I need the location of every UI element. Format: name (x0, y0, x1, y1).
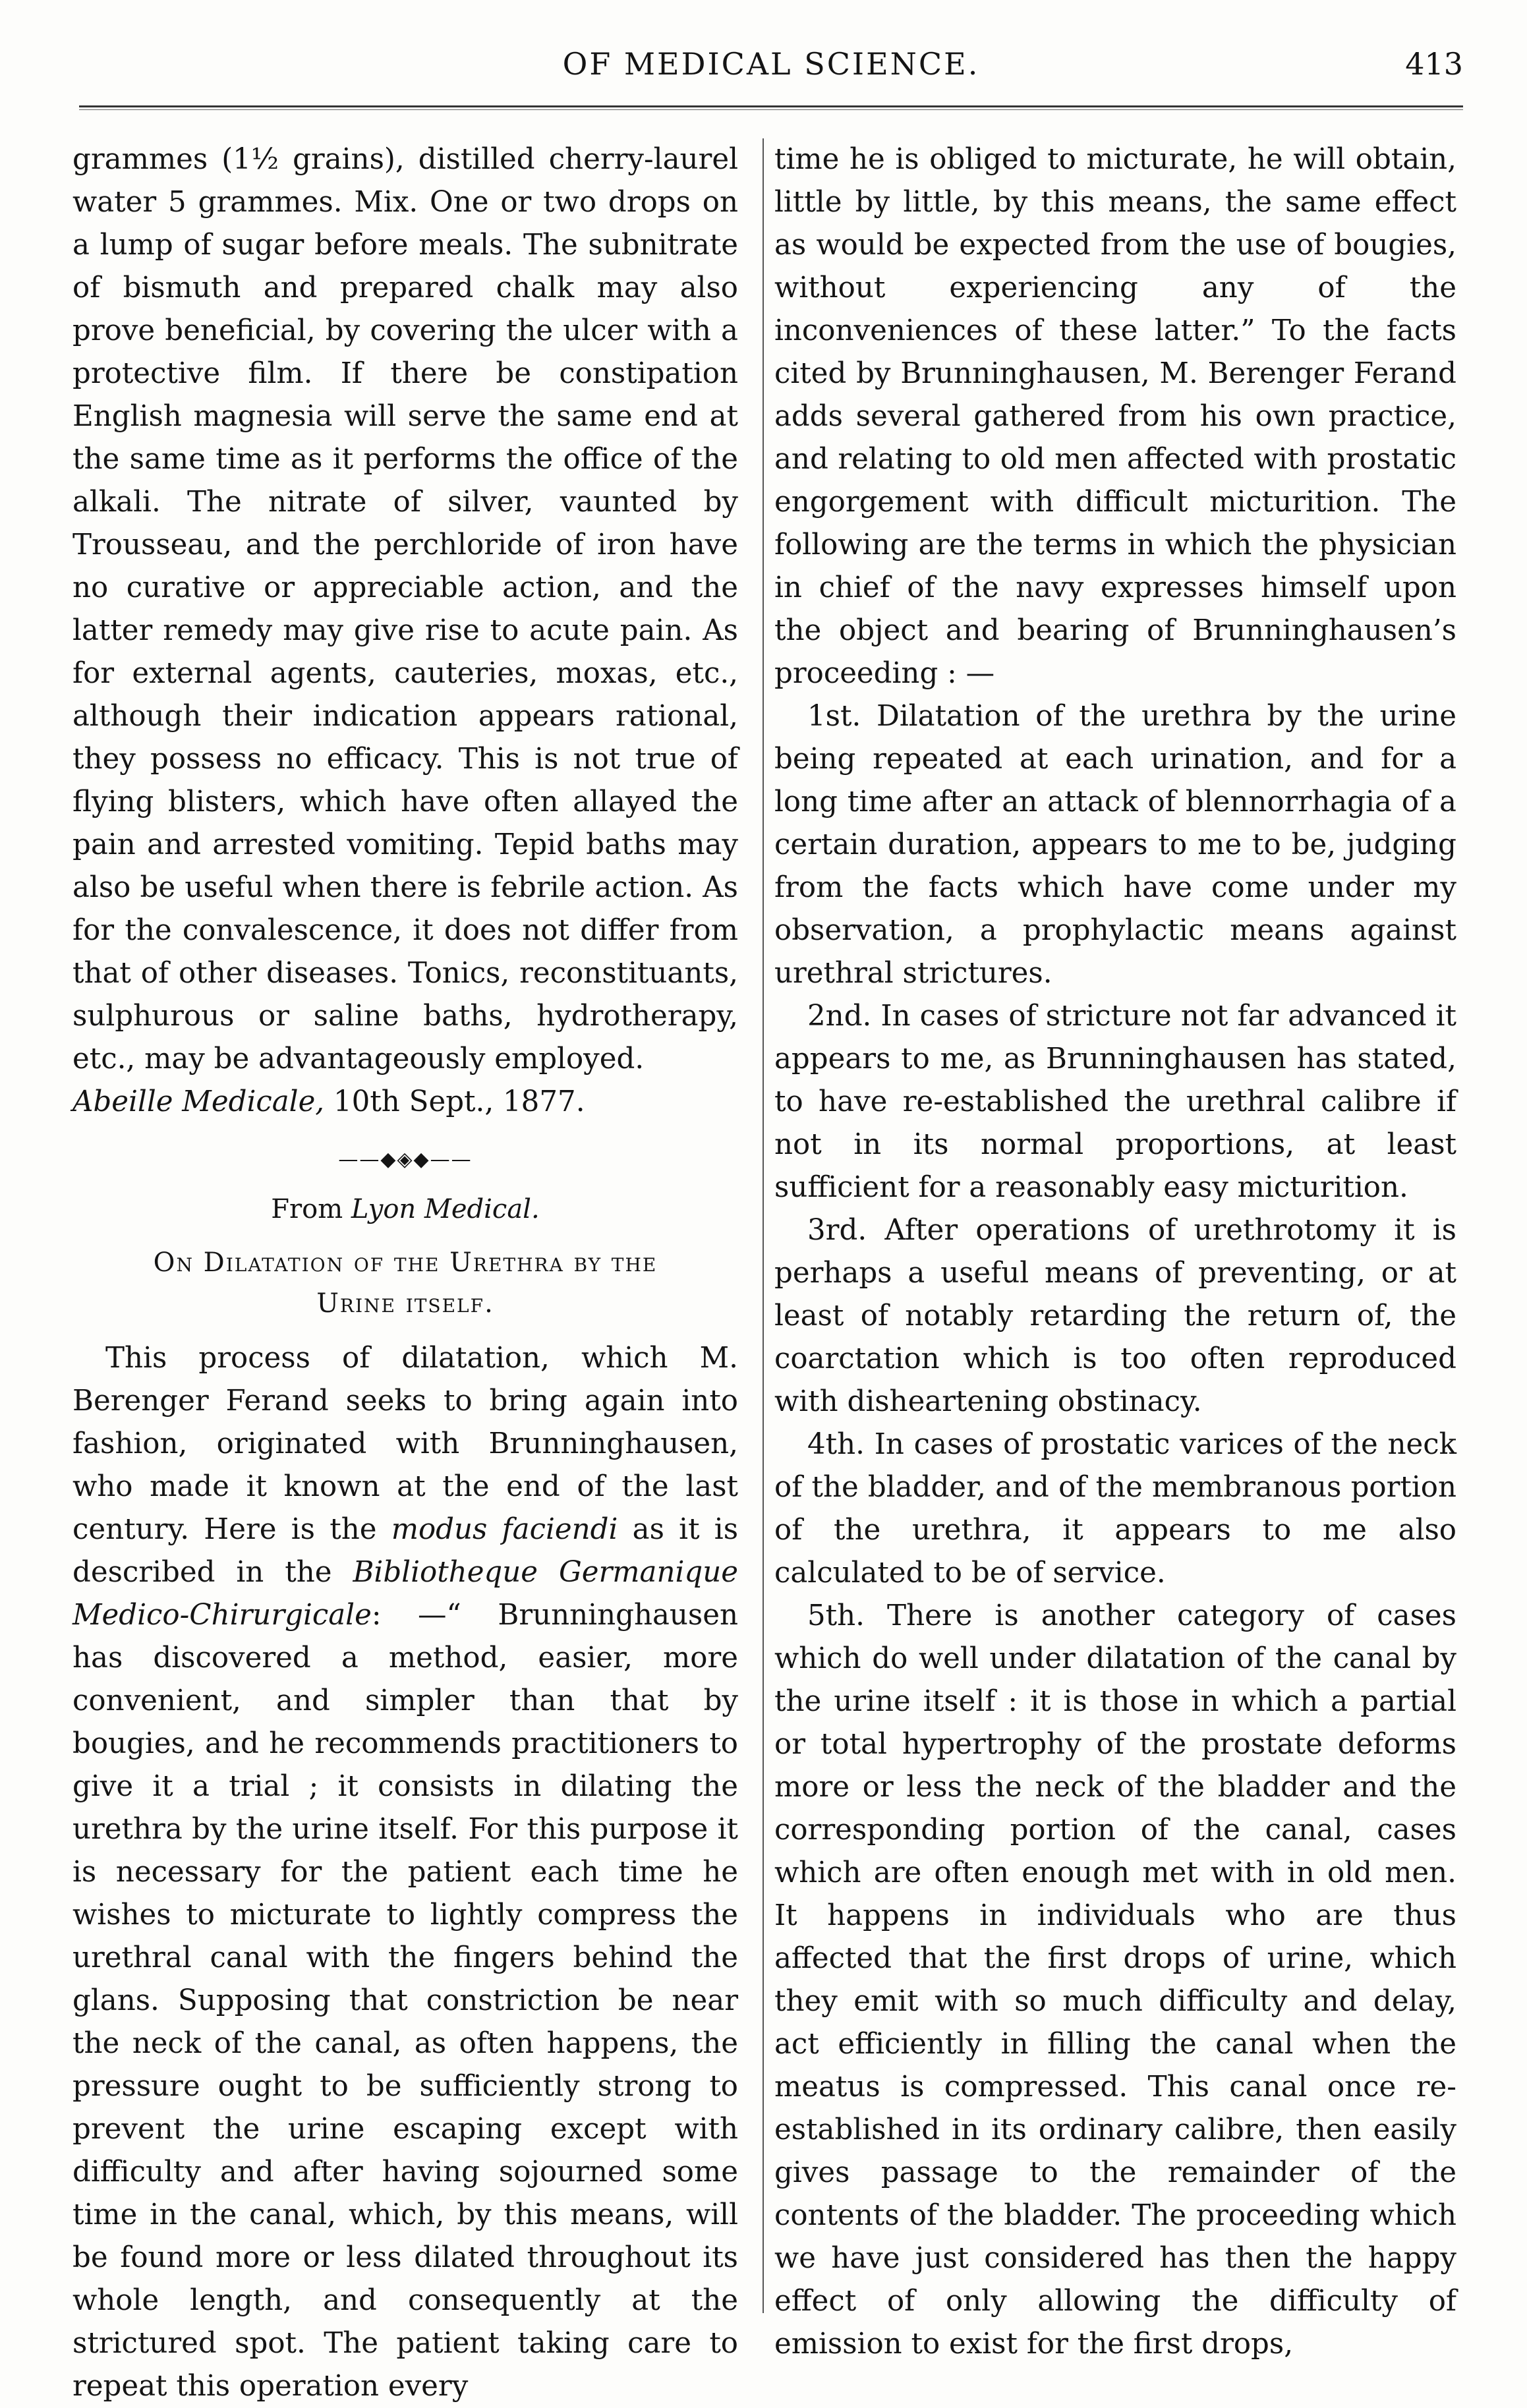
article-source (72, 1190, 738, 1229)
left-column (72, 138, 738, 2408)
column-divider (763, 138, 764, 2313)
article-headline (72, 1242, 738, 1324)
italic-phrase: modus faciendi (391, 1513, 618, 1546)
ornament-divider: ——◆◈◆—— (338, 1148, 473, 1171)
list-item: 3rd. After operations of urethrotomy it is perhaps a useful means of preventing, or at least of notably retarding the return of, the coarctation which is too often reproduced with disheartening obstinacy. (774, 1214, 1456, 1418)
text-run: as it is described in the (72, 1513, 739, 1589)
citation (72, 1081, 738, 1124)
paragraph (72, 1337, 738, 2408)
headline-line-1: On Dilatation of the Urethra by the (153, 1247, 658, 1278)
source-journal: Lyon Medical. (351, 1194, 540, 1224)
list-item: 2nd. In cases of stricture not far advanced it appears to me, as Brunninghausen has stated, to have re-established the urethral calibre if not in its normal proportions, at least sufficient for a reasonably easy micturition. (774, 1000, 1456, 1204)
list-item: 5th. There is another category of cases which do well under dilatation of the canal by the urine itself : it is those in which a partial or total hypertrophy of the prostate deforms more or less the neck of the bladder and the corresponding portion of the canal, cases which are often enough met with in old men. It happens in individuals who are thus affected that the first drops of urine, which they emit with so much difficulty and delay, act efficiently in filling the canal when the meatus is compressed. This canal once re-established in its ordinary calibre, then easily gives passage to the remainder of the contents of the bladder. The proceeding which we have just considered has then the happy effect of only allowing the difficulty of emission to exist for the first drops, (774, 1599, 1456, 2361)
paragraph: time he is obliged to micturate, he will obtain, little by little, by this means, the same effect as would be expected from the use of bougies, without experiencing any of the inconveniences of these latter.” To the facts cited by Brunninghausen, M. Berenger Ferand adds several gathered from his own practice, and relating to old men affected with prostatic engorgement with difficult micturition. The following are the terms in which the physician in chief of the navy expresses himself upon the object and bearing of Brunninghausen’s proceeding : — (774, 143, 1456, 690)
text-run: This process of dilatation, which M. Berenger Ferand seeks to bring again into fashion, originated with Brunninghausen, who made it known at the end of the last century. Here is the (72, 1342, 738, 1546)
citation-journal: Abeille Medicale, (72, 1085, 325, 1118)
page-header (79, 46, 1463, 99)
text-run: : —“ Brunninghausen has discovered a method, easier, more convenient, and simpler than that by bougies, and he recommends practitioners to give it a trial ; it consists in dilating the urethra by the urine itself. For this purpose it is necessary for the patient each time he wishes to micturate to lightly compress the urethral canal with the fingers behind the glans. Supposing that constriction be near the neck of the canal, as often happens, the pressure ought to be sufficiently strong to prevent the urine escaping except with difficulty and after having sojourned some time in the canal, which, by this means, will be found more or less dilated throughout its whole length, and consequently at the strictured spot. The patient taking care to repeat this operation every (72, 1599, 738, 2403)
right-column (774, 138, 1456, 2366)
list-item: 4th. In cases of prostatic varices of the neck of the bladder, and of the membranous portion of the urethra, it appears to me also calculated to be of service. (774, 1428, 1456, 1590)
citation-date: 10th Sept., 1877. (333, 1085, 585, 1118)
list-item: 1st. Dilatation of the urethra by the urine being repeated at each urination, and for a long time after an attack of blennorrhagia of a certain duration, appears to me to be, judging from the facts which have come under my observation, a prophylactic means against urethral strictures. (774, 700, 1456, 990)
running-title: OF MEDICAL SCIENCE. (562, 46, 980, 82)
page-number: 413 (1405, 46, 1463, 82)
headline-line-2: Urine itself. (316, 1288, 494, 1319)
italic-title: Bibliotheque Germanique Medico-Chirurgicale (72, 1556, 738, 1632)
header-rule (79, 105, 1463, 110)
source-prefix: From (271, 1194, 343, 1224)
paragraph: grammes (1½ grains), distilled cherry-laurel water 5 grammes. Mix. One or two drops on a lump of sugar before meals. The subnitrate of bismuth and prepared chalk may also prove beneficial, by covering the ulcer with a protective film. If there be constipation English magnesia will serve the same end at the same time as it performs the office of the alkali. The nitrate of silver, vaunted by Trousseau, and the perchloride of iron have no curative or appreciable action, and the latter remedy may give rise to acute pain. As for external agents, cauteries, moxas, etc., although their indication appears rational, they possess no efficacy. This is not true of flying blisters, which have often allayed the pain and arrested vomiting. Tepid baths may also be useful when there is febrile action. As for the convalescence, it does not differ from that of other diseases. Tonics, reconstituants, sulphurous or saline baths, hydrotherapy, etc., may be advantageously employed. (72, 143, 738, 1075)
